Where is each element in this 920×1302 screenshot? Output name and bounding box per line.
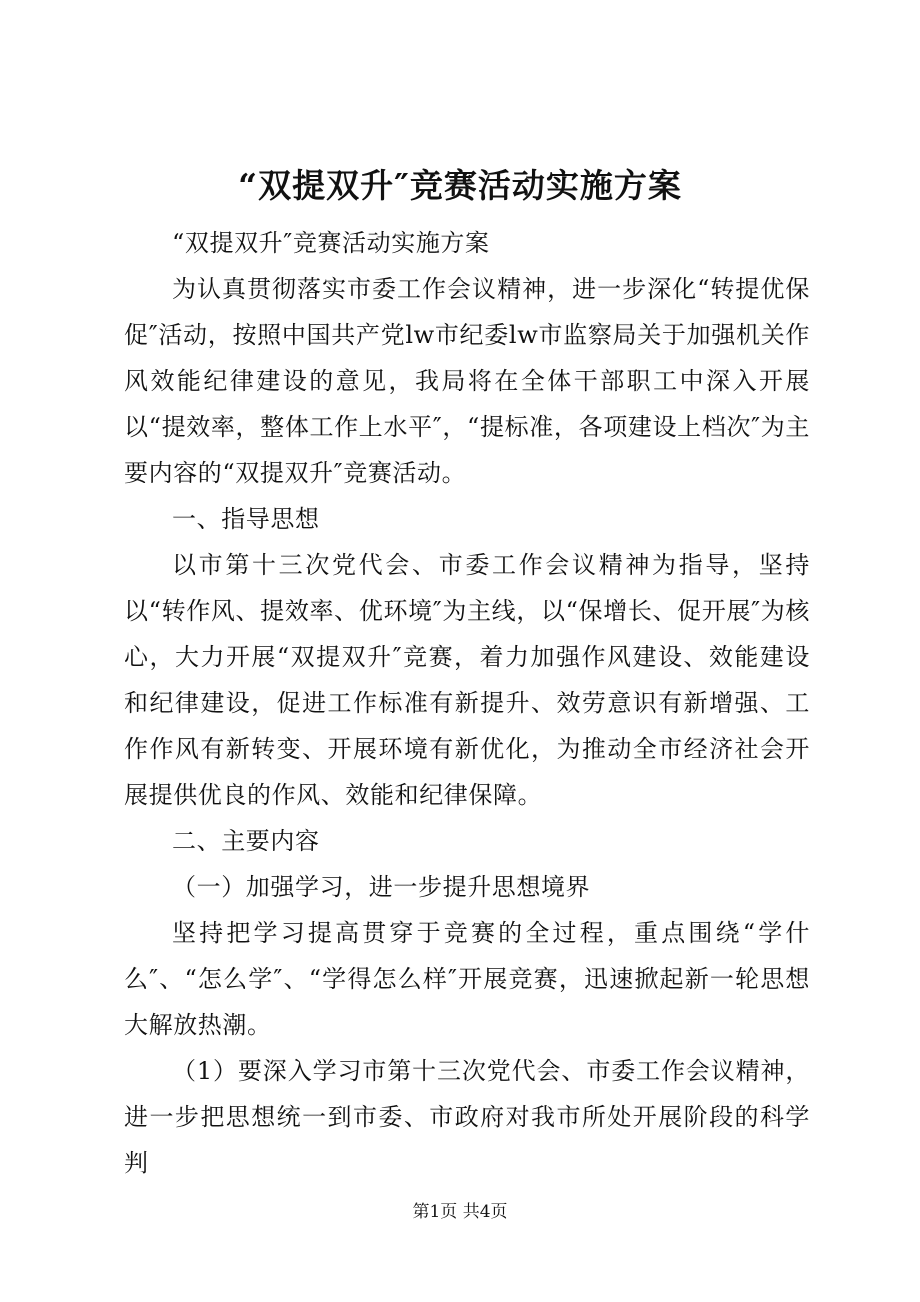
intro-paragraph: 为认真贯彻落实市委工作会议精神，进一步深化“转提优保促″活动，按照中国共产党lw市纪委lw市监察局关于加强机关作风效能纪律建设的意见，我局将在全体干部职工中深入开展以“提效率，整体工作上水平″，“提标准，各项建设上档次″为主要内容的“双提双升″竞赛活动。 — [124, 275, 810, 487]
document-body — [124, 220, 810, 1186]
learning-paragraph: 坚持把学习提高贯穿于竞赛的全过程，重点围绕“学什么″、“怎么学″、“学得怎么样″开展竞赛，迅速掀起新一轮思想大解放热潮。 — [124, 919, 810, 1039]
page-footer: 第1页 共4页 — [412, 1202, 508, 1222]
guiding-ideology-paragraph: 以市第十三次党代会、市委工作会议精神为指导，坚持以“转作风、提效率、优环境″为主线，以“保增长、促开展″为核心，大力开展“双提双升″竞赛，着力加强作风建设、效能建设和纪律建设，促进工作标准有新提升、效劳意识有新增强、工作作风有新转变、开展环境有新优化，为推动全市经济社会开展提供优良的作风、效能和纪律保障。 — [124, 551, 810, 809]
subsection-heading-strengthen-learning: （一）加强学习，进一步提升思想境界 — [172, 873, 591, 901]
subtitle-paragraph: “双提双升″竞赛活动实施方案 — [172, 229, 490, 257]
item-1-paragraph: （1）要深入学习市第十三次党代会、市委工作会议精神，进一步把思想统一到市委、市政府对我市所处开展阶段的科学判 — [124, 1057, 810, 1177]
section-heading-main-content: 二、主要内容 — [172, 827, 320, 855]
section-heading-guiding-ideology: 一、指导思想 — [172, 505, 320, 533]
document-title: “双提双升″竞赛活动实施方案 — [238, 166, 682, 205]
